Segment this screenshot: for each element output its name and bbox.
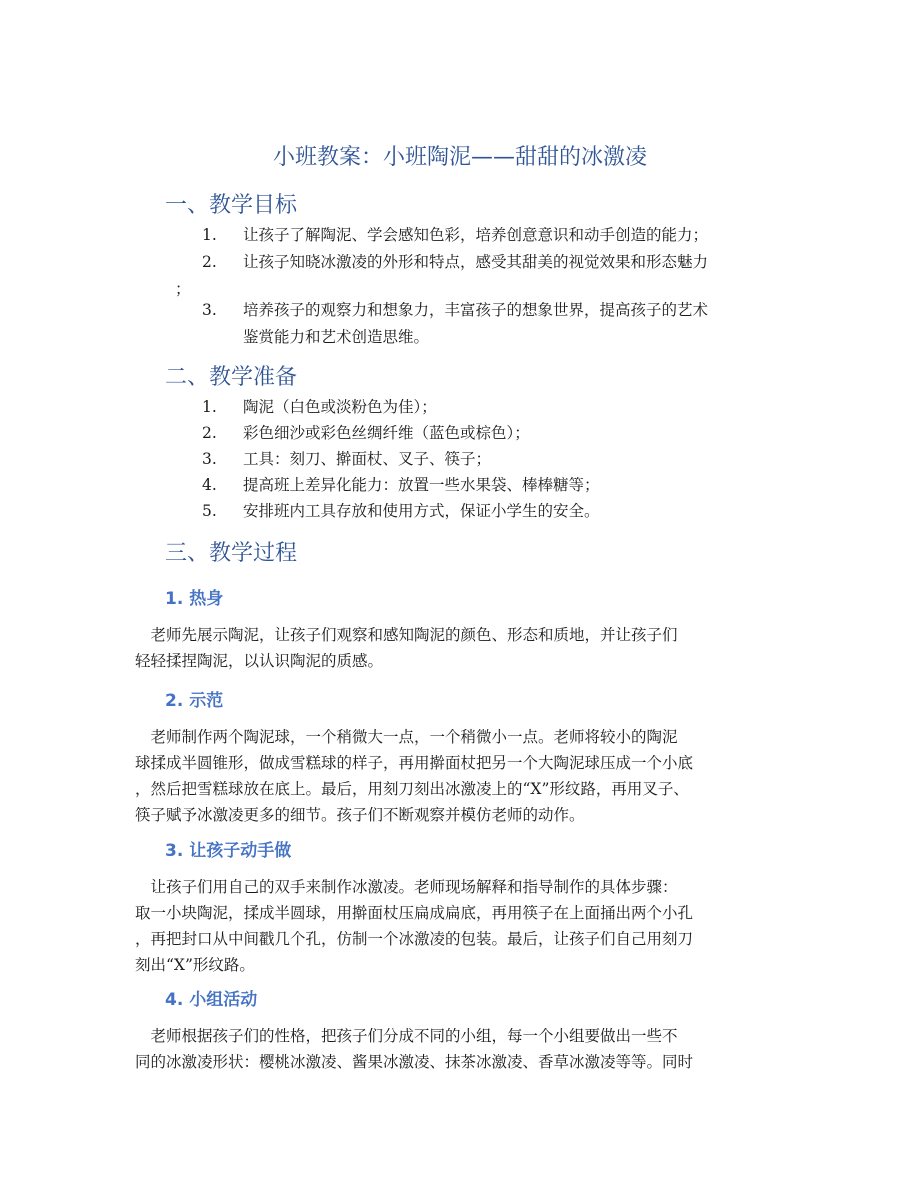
list-text: 安排班内工具存放和使用方式，保证小学生的安全。 [243,502,600,520]
list-item [175,472,787,499]
list-text: 陶泥（白色或淡粉色为佳）； [243,398,437,416]
list-item [175,446,787,473]
subsection-heading-handson: 3. 让孩子动手做 [165,841,292,861]
list-text: 让孩子知晓冰激凌的外形和特点，感受其甜美的视觉效果和形态魅力 [243,253,709,271]
list-item [175,498,787,525]
list-text: 彩色细沙或彩色丝绸纤维（蓝色或棕色）； [243,424,530,442]
subsection-heading-group-activity: 4. 小组活动 [165,990,258,1010]
list-number: 4. [202,476,217,494]
paragraph-line: 轻轻揉捏陶泥，以认识陶泥的质感。 [135,652,384,670]
list-text-continued: 鉴赏能力和艺术创造思维。 [243,328,430,346]
list-text-continued: ； [175,280,191,298]
list-number: 1. [202,398,217,416]
list-text: 工具：刻刀、擀面杖、叉子、筷子； [243,450,492,468]
paragraph-line: 取一小块陶泥，揉成半圆球，用擀面杖压扁成扁底，再用筷子在上面捅出两个小孔 [135,904,694,922]
section-heading-preparation: 二、教学准备 [165,365,298,390]
paragraph-line: 让孩子们用自己的双手来制作冰激凌。老师现场解释和指导制作的具体步骤： [135,878,678,896]
paragraph-line: 老师制作两个陶泥球，一个稍微大一点，一个稍微小一点。老师将较小的陶泥 [135,728,678,746]
list-number: 3. [202,450,217,468]
list-number: 5. [202,502,217,520]
list-item [175,222,787,249]
section-heading-process: 三、教学过程 [165,541,298,566]
list-text: 提高班上差异化能力：放置一些水果袋、棒棒糖等； [243,476,600,494]
list-item [175,249,787,303]
list-number: 3. [202,301,217,319]
section-heading-objectives: 一、教学目标 [165,193,298,218]
list-item [175,394,787,421]
list-item [175,297,787,351]
document-title: 小班教案：小班陶泥——甜甜的冰激凌 [272,145,647,170]
list-number: 1. [202,226,217,244]
paragraph-line: ，再把封口从中间戳几个孔，仿制一个冰激凌的包装。最后，让孩子们自己用刻刀 [135,930,694,948]
paragraph [135,874,787,978]
subsection-heading-demo: 2. 示范 [165,691,224,711]
paragraph-line: 球揉成半圆锥形，做成雪糕球的样子，再用擀面杖把另一个大陶泥球压成一个小底 [135,754,694,772]
paragraph [135,1023,787,1075]
list-text: 培养孩子的观察力和想象力，丰富孩子的想象世界，提高孩子的艺术 [243,301,709,319]
paragraph-line: ，然后把雪糕球放在底上。最后，用刻刀刻出冰激凌上的“X”形纹路，再用叉子、 [135,780,689,798]
list-item [175,420,787,447]
subsection-heading-warmup: 1. 热身 [165,589,224,609]
paragraph-line: 同的冰激凌形状：樱桃冰激凌、酱果冰激凌、抹茶冰激凌、香草冰激凌等等。同时 [135,1053,694,1071]
list-number: 2. [202,424,217,442]
list-number: 2. [202,253,217,271]
paragraph [135,622,787,674]
paragraph-line: 筷子赋予冰激凌更多的细节。孩子们不断观察并模仿老师的动作。 [135,806,585,824]
list-text: 让孩子了解陶泥、学会感知色彩，培养创意意识和动手创造的能力； [243,226,709,244]
paragraph-line: 刻出“X”形纹路。 [135,956,255,974]
paragraph [135,724,787,828]
paragraph-line: 老师根据孩子们的性格，把孩子们分成不同的小组，每一个小组要做出一些不 [135,1027,678,1045]
paragraph-line: 老师先展示陶泥，让孩子们观察和感知陶泥的颜色、形态和质地，并让孩子们 [135,626,678,644]
